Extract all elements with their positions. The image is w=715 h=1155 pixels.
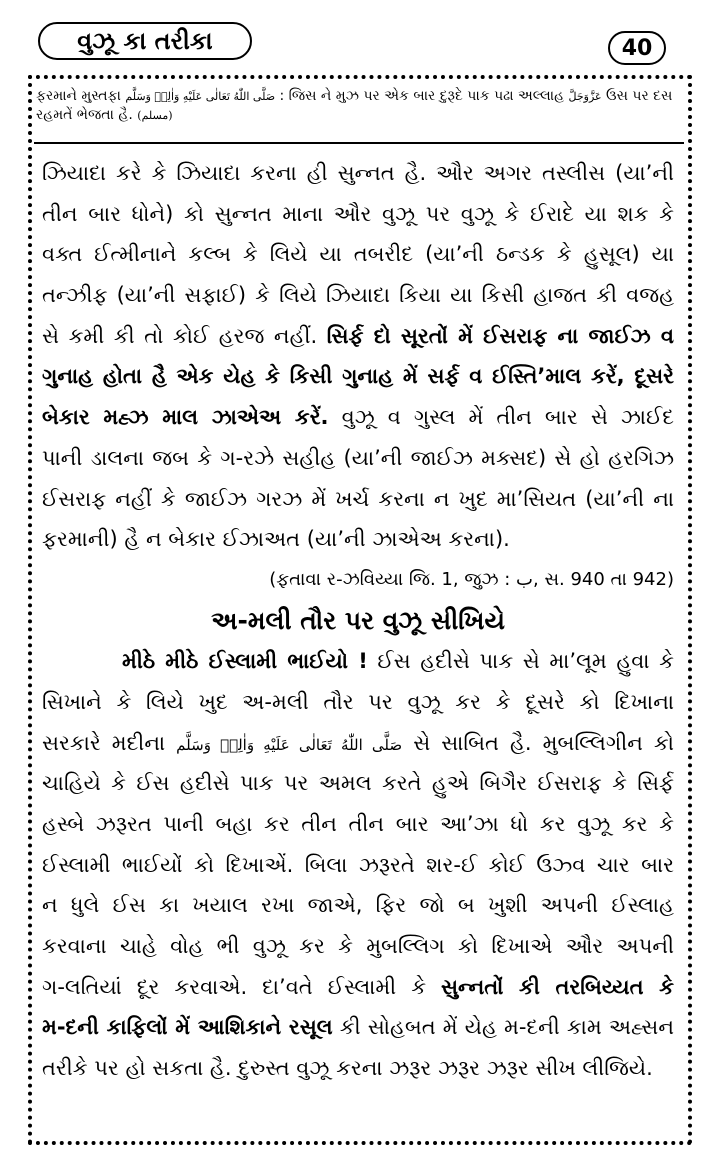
text-line: [42, 967, 674, 1008]
bold-run: મ-દની કાફિલોં મેં આશિકાને રસૂલ: [42, 1015, 333, 1040]
text-line: પાની ડાલના જબ કે ગ-રઝે સહીહ (યા’ની જાઈઝ મક્સદ) સે હો હરગિઝ: [42, 445, 674, 470]
bold-run: સુન્નતોં કી તરબિય્યત કે: [441, 974, 674, 999]
text-line: [42, 397, 674, 438]
hadith-line-2: [36, 106, 678, 125]
text-run: કી સોહબત મેં યેહ મ-દની કામ અહ્સન: [339, 1015, 674, 1040]
page-number-text: 40: [621, 35, 653, 61]
text-line: તન્ઝીફ (યા’ની સફાઈ) કે લિયે ઝિયાદા કિયા યા કિસી હાજત કી વજહ: [42, 283, 674, 308]
bold-run: મીઠે મીઠે ઈસ્લામી ભાઈયો !: [122, 649, 368, 674]
citation: (ફતાવા ર-ઝવિય્યા જિ. 1, જુઝ : ب, સ. 940 તા 942): [269, 568, 674, 590]
text-line: કરવાના ચાહે વોહ ભી વુઝૂ કર કે મુબલ્લિગ કો દિખાએ ઔર અપની: [42, 934, 674, 959]
hadith-box: [36, 87, 678, 125]
bold-run: સિર્ફ દો સૂરતોં મેં ઈસરાફ ના જાઈઝ વ: [326, 323, 674, 348]
hadith-text-3: રહમતેં ભેજતા હૈ.: [36, 107, 133, 123]
text-line: [42, 1007, 674, 1048]
text-run: સે સાબિત હૈ. મુબલ્લિગીન કો: [413, 730, 674, 755]
text-line: ઝિયાદા કરે કે ઝિયાદા કરના હી સુન્નત હૈ. ઔર અગર તસ્લીસ (યા’ની: [42, 161, 674, 185]
text-line: વક્ત ઈત્મીનાને કલ્બ કે લિયે યા તબરીદ (યા’ની ઠન્ડક કે હુસૂલ) યા: [42, 242, 674, 267]
text-line: ફરમાની) હૈ ન બેકાર ઈઝાઅત (યા’ની ઝાએઅ કરના).: [42, 527, 510, 552]
bold-run: બેકાર મહ્ઝ માલ ઝાએઅ કરેં.: [42, 405, 329, 430]
text-line: ગુનાહ હોતા હૈ એક યેહ કે કિસી ગુનાહ મેં સર્ફ વ ઈસ્તિ’માલ કરેં, દૂસરે: [42, 364, 674, 389]
text-run: સે કમી કી તો કોઈ હરજ નહીં.: [42, 323, 318, 348]
text-line: સિખાને કે લિયે ખુદ અ-મલી તૌર પર વુઝૂ કર કે દૂસરે કો દિખાના: [42, 689, 674, 714]
hadith-arabic-blessing: صَلَّى اللّٰهُ تَعَالٰى عَلَيْهِ وَاٰلِهٖ وَسَلَّم: [125, 90, 276, 103]
page-number: [608, 31, 666, 65]
running-title-text: વુઝૂ કા તરીકા: [77, 27, 213, 55]
hadith-reference: (مسلم): [137, 109, 173, 122]
body-text: [42, 153, 674, 1089]
hadith-prefix: ફરમાને મુસ્તફા: [36, 88, 121, 104]
text-line: ઈસ્લામી ભાઈયોં કો દિખાએં. બિલા ઝરૂરતે શર-ઈ કોઈ ઉઝ્વ ચાર બાર: [42, 852, 674, 877]
text-line: તીન બાર ધોને) કો સુન્નત માના ઔર વુઝૂ પર વુઝૂ કે ઈરાદે યા શક કે: [42, 201, 674, 226]
text-run: વુઝૂ વ ગુસ્લ મેં તીન બાર સે ઝાઈદ: [341, 405, 674, 430]
hadith-text-1: : જિસ ને મુઝ પર એક બાર દુરૂદે પાક પઢા અલ્લાહ: [279, 88, 565, 104]
text-line: ચાહિયે કે ઈસ હદીસે પાક પર અમલ કરતે હુએ બિગૈર ઈસરાફ કે સિર્ફ: [42, 771, 674, 796]
text-line: ઈસરાફ નહીં કે જાઈઝ ગરઝ મેં ખર્ચ કરના ન ખુદ મા’સિયત (યા’ની ના: [42, 486, 674, 511]
text-line: [42, 723, 674, 764]
hadith-divider: [34, 142, 684, 144]
running-title: [38, 22, 252, 60]
text-line: હસ્બે ઝરૂરત પાની બહા કર તીન તીન બાર આ’ઝા ધો કર વુઝૂ કર કે: [42, 812, 674, 836]
section-heading: અ-મલી તૌર પર વુઝૂ સીખિયે: [211, 605, 505, 635]
hadith-arabic-2: عَزَّوَجَلَّ: [568, 90, 602, 103]
text-line: ન ધુલે ઈસ કા ખયાલ રખા જાએ, ફિર જો બ ખુશી અપની ઈસ્લાહ: [42, 893, 674, 918]
hadith-text-2: ઉસ પર દસ: [606, 88, 673, 104]
text-line: તરીકે પર હો સકતા હૈ. દુરુસ્ત વુઝૂ કરના ઝરૂર ઝરૂર ઝરૂર સીખ લીજિયે.: [42, 1056, 653, 1081]
text-line: [42, 316, 674, 357]
text-line: [42, 641, 674, 682]
text-run: ઈસ હદીસે પાક સે મા’લૂમ હુવા કે: [377, 649, 674, 674]
text-run: ગ-લતિયાં દૂર કરવાએ. દા’વતે ઈસ્લામી કે: [42, 974, 427, 999]
arabic-blessing: صَلَّى اللّٰهُ تَعَالٰى عَلَيْهِ وَاٰلِهٖ وَسَلَّم: [176, 735, 403, 754]
hadith-line-1: [36, 87, 678, 106]
text-run: સરકારે મદીના: [42, 730, 166, 755]
